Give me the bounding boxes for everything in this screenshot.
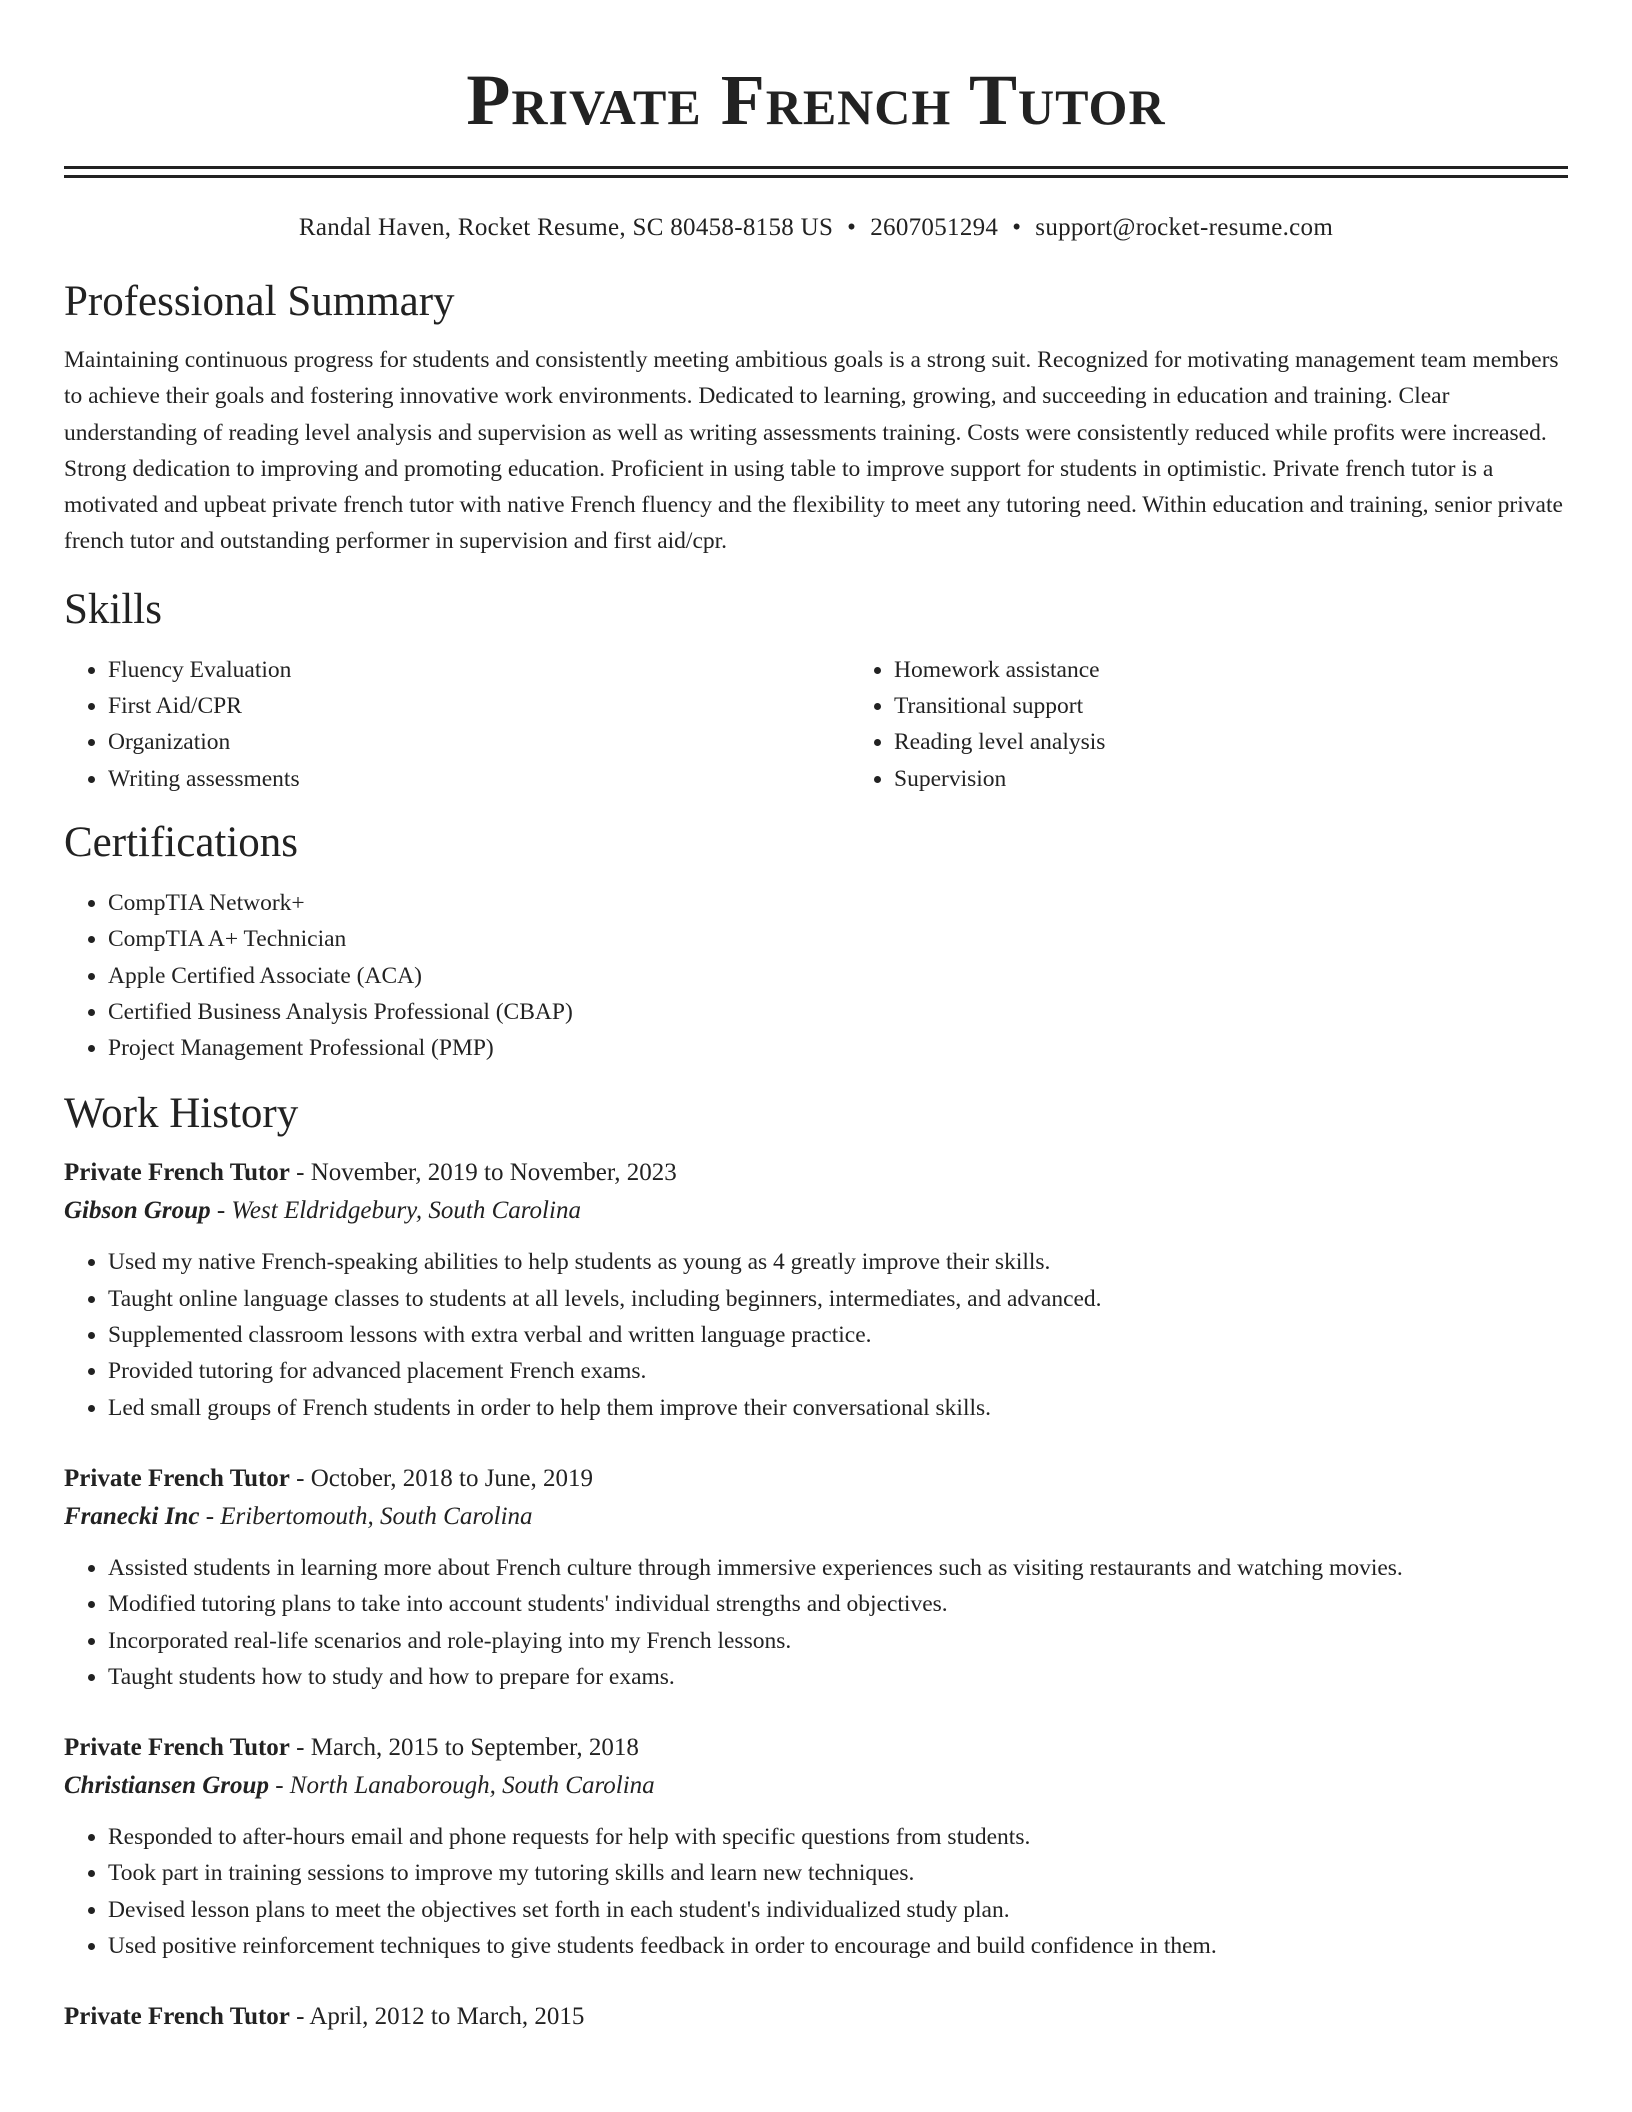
job-company: Franecki Inc bbox=[64, 1502, 200, 1530]
job-dates: - November, 2019 to November, 2023 bbox=[289, 1159, 677, 1187]
job-bullet: • Taught online language classes to students at all levels, including beginners, intermediates, and advanced. bbox=[108, 1281, 1568, 1317]
job-entry bbox=[64, 1154, 1568, 1425]
skill-item: • Transitional support bbox=[894, 688, 1632, 724]
skill-item: • First Aid/CPR bbox=[108, 688, 850, 724]
job-bullet: • Used my native French-speaking abilities to help students as young as 4 greatly improve their skills. bbox=[108, 1244, 1568, 1280]
job-company: Christiansen Group bbox=[64, 1772, 269, 1800]
skills-grid bbox=[64, 652, 1568, 797]
job-title: Private French Tutor bbox=[64, 1159, 290, 1187]
contact-separator: • bbox=[1012, 214, 1022, 241]
job-bullet: • Led small groups of French students in order to help them improve their conversational skills. bbox=[108, 1390, 1568, 1426]
certification-item: • Project Management Professional (PMP) bbox=[108, 1030, 1568, 1066]
resume-title: Private French Tutor bbox=[466, 60, 1166, 140]
job-bullet: • Responded to after-hours email and phone requests for help with specific questions from students. bbox=[108, 1819, 1568, 1855]
skills-heading: Skills bbox=[64, 585, 162, 633]
skills-section bbox=[64, 584, 1568, 797]
contact-line bbox=[64, 212, 1568, 244]
job-entry bbox=[64, 1729, 1568, 1964]
skill-item: • Organization bbox=[108, 724, 850, 760]
summary-text: Maintaining continuous progress for students and consistently meeting ambitious goals is a strong suit. Recognized for motivating management team members to achieve their goals and fostering innovative work environments. Dedicated to learning, growing, and succeeding in education and training. Clear understanding of reading level analysis and supervision as well as writing assessments training. Costs were consistently reduced while profits were increased. Strong dedication to improving and promoting education. Proficient in using table to improve support for students in optimistic. Private french tutor is a motivated and upbeat private french tutor with native French fluency and the flexibility to meet any tutoring need. Within education and training, senior private french tutor and outstanding performer in supervision and first aid/cpr. bbox=[64, 347, 1563, 555]
job-entry bbox=[64, 1998, 1568, 2036]
job-company-line bbox=[64, 1498, 1568, 1536]
job-bullet: • Incorporated real-life scenarios and role-playing into my French lessons. bbox=[108, 1623, 1568, 1659]
summary-heading: Professional Summary bbox=[64, 278, 455, 325]
job-header bbox=[64, 1460, 1568, 1498]
contact-address: Randal Haven, Rocket Resume, SC 80458-8158 US bbox=[298, 214, 834, 241]
job-dates: - April, 2012 to March, 2015 bbox=[289, 2003, 585, 2031]
job-entry bbox=[64, 1460, 1568, 1695]
resume-page bbox=[64, 0, 1568, 2036]
certification-item: • Certified Business Analysis Professional (CBAP) bbox=[108, 994, 1568, 1030]
job-title: Private French Tutor bbox=[64, 1734, 290, 1762]
job-location: - North Lanaborough, South Carolina bbox=[268, 1772, 655, 1800]
job-company-line bbox=[64, 1192, 1568, 1230]
job-bullet: • Devised lesson plans to meet the objectives set forth in each student's individualized study plan. bbox=[108, 1892, 1568, 1928]
skill-item: • Writing assessments bbox=[108, 761, 850, 797]
title-divider bbox=[64, 166, 1568, 178]
certification-item: • CompTIA A+ Technician bbox=[108, 921, 1568, 957]
skill-item: • Fluency Evaluation bbox=[108, 652, 850, 688]
job-dates: - October, 2018 to June, 2019 bbox=[289, 1464, 594, 1492]
skill-item: • Homework assistance bbox=[894, 652, 1632, 688]
job-bullets bbox=[64, 1550, 1568, 1695]
job-location: - West Eldridgebury, South Carolina bbox=[210, 1197, 581, 1225]
job-bullet: • Assisted students in learning more about French culture through immersive experiences such as visiting restaurants and watching movies. bbox=[108, 1550, 1568, 1586]
job-title: Private French Tutor bbox=[64, 2003, 290, 2031]
certifications-list bbox=[64, 885, 1568, 1066]
job-company: Gibson Group bbox=[64, 1197, 211, 1225]
certifications-heading: Certifications bbox=[64, 818, 299, 866]
skill-item: • Reading level analysis bbox=[894, 724, 1632, 760]
job-bullet: • Supplemented classroom lessons with extra verbal and written language practice. bbox=[108, 1317, 1568, 1353]
job-header bbox=[64, 1154, 1568, 1192]
job-location: - Eribertomouth, South Carolina bbox=[199, 1502, 533, 1530]
job-dates: - March, 2015 to September, 2018 bbox=[289, 1734, 639, 1762]
skills-list-left bbox=[64, 652, 850, 797]
job-header bbox=[64, 1729, 1568, 1767]
job-bullets bbox=[64, 1819, 1568, 1964]
contact-email[interactable]: support@rocket-resume.com bbox=[1035, 214, 1334, 241]
job-bullet: • Provided tutoring for advanced placement French exams. bbox=[108, 1353, 1568, 1389]
summary-section bbox=[64, 276, 1568, 560]
job-bullets bbox=[64, 1244, 1568, 1425]
skills-list-right bbox=[850, 652, 1632, 797]
certification-item: • Apple Certified Associate (ACA) bbox=[108, 958, 1568, 994]
contact-phone: 2607051294 bbox=[870, 214, 999, 241]
certifications-section bbox=[64, 817, 1568, 1066]
job-bullet: • Modified tutoring plans to take into account students' individual strengths and objectives. bbox=[108, 1586, 1568, 1622]
job-company-line bbox=[64, 1767, 1568, 1805]
work-history-heading: Work History bbox=[64, 1090, 299, 1138]
job-bullet: • Taught students how to study and how to prepare for exams. bbox=[108, 1659, 1568, 1695]
work-history-section bbox=[64, 1088, 1568, 2036]
job-bullet: • Used positive reinforcement techniques to give students feedback in order to encourage and build confidence in them. bbox=[108, 1928, 1568, 1964]
contact-separator: • bbox=[847, 214, 857, 241]
job-bullet: • Took part in training sessions to improve my tutoring skills and learn new techniques. bbox=[108, 1855, 1568, 1891]
skill-item: • Supervision bbox=[894, 761, 1632, 797]
job-title: Private French Tutor bbox=[64, 1464, 290, 1492]
job-header bbox=[64, 1998, 1568, 2036]
certification-item: • CompTIA Network+ bbox=[108, 885, 1568, 921]
